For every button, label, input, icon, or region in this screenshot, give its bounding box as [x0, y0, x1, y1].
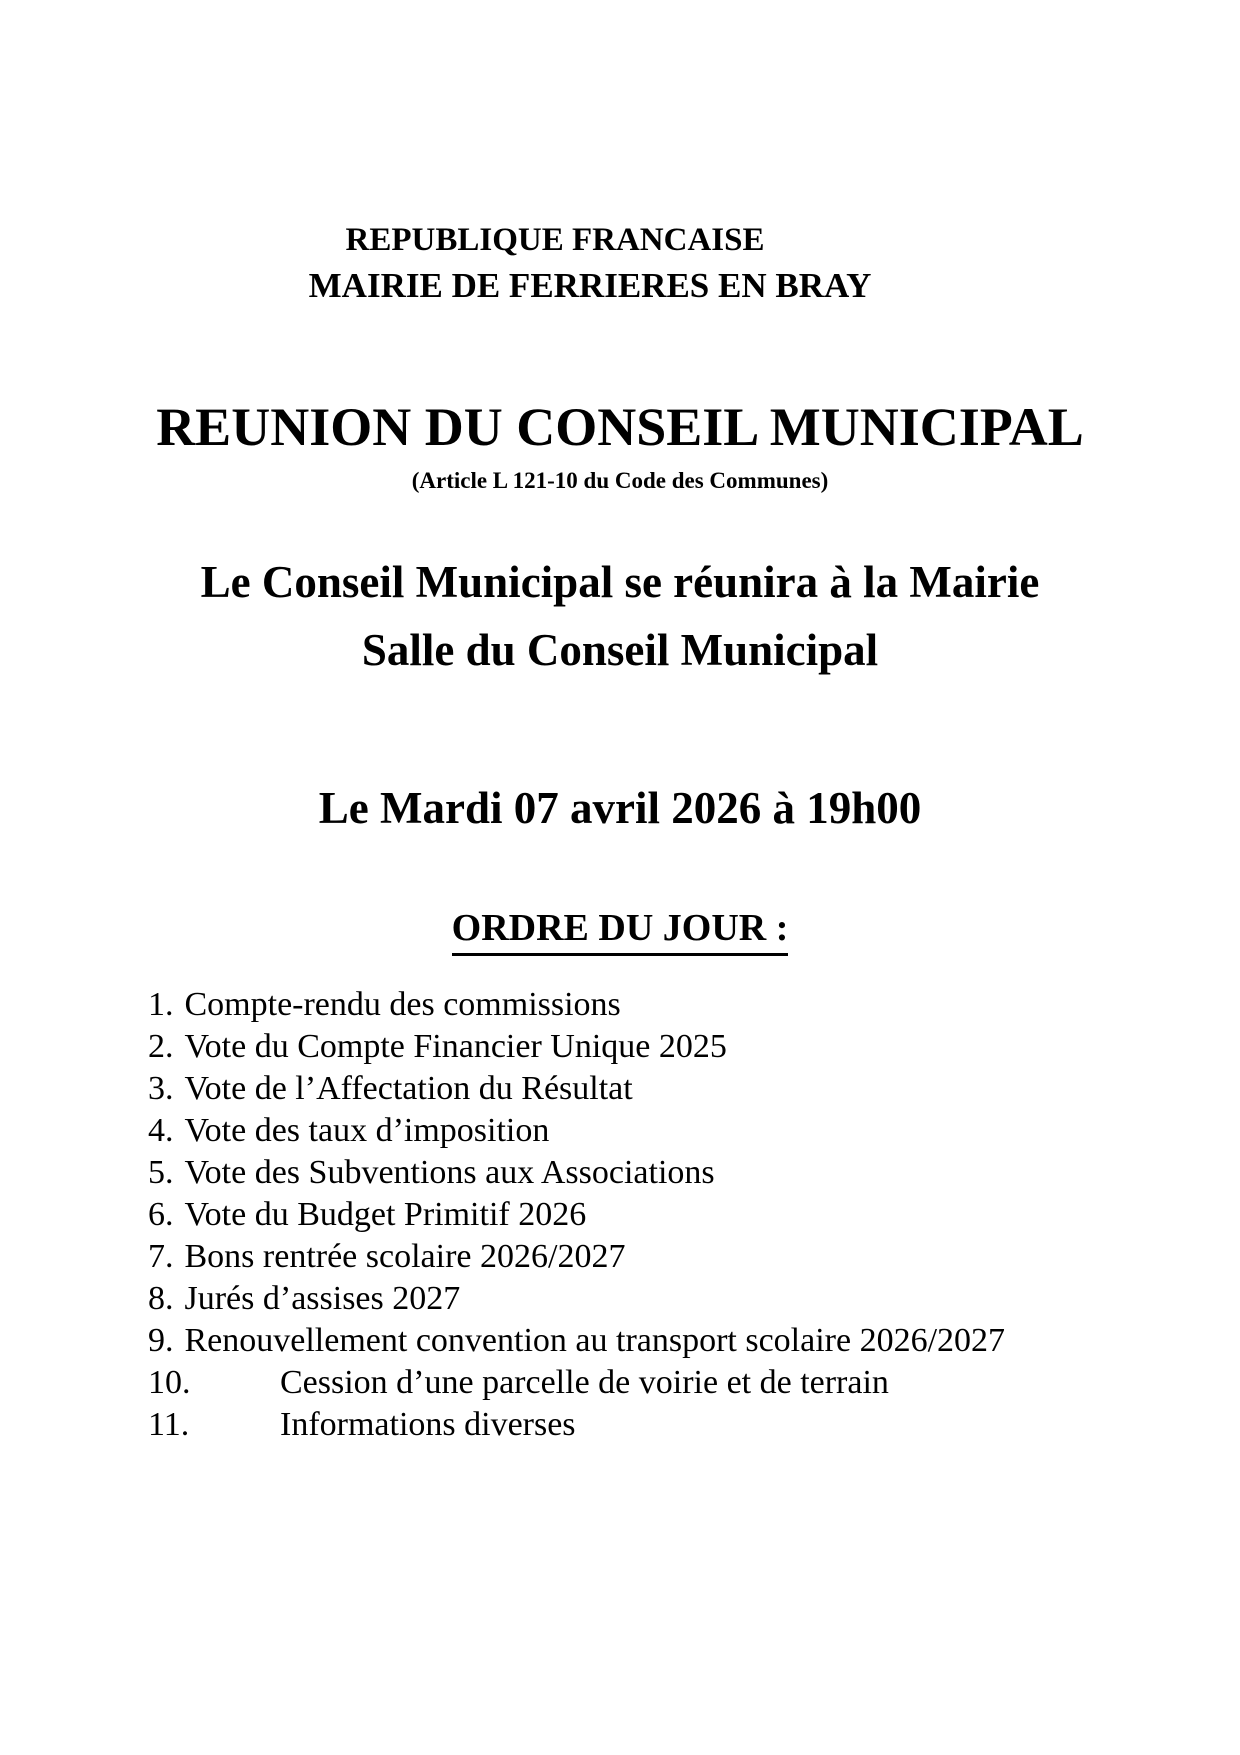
agenda-item [148, 984, 1210, 1026]
agenda-item-text: Jurés d’assises 2027 [184, 1280, 461, 1317]
agenda-item-number: 11. [148, 1406, 190, 1443]
meeting-location-line1: Le Conseil Municipal se réunira à la Mairie [200, 557, 1040, 607]
agenda-item [148, 1110, 1210, 1152]
agenda-item [148, 1278, 1210, 1320]
agenda-item [148, 1068, 1210, 1110]
agenda-item-text: Bons rentrée scolaire 2026/2027 [184, 1238, 626, 1275]
agenda-item-text: Vote des Subventions aux Associations [184, 1154, 715, 1191]
header-mairie: MAIRIE DE FERRIERES EN BRAY [308, 266, 872, 305]
agenda-item-number: 4. [148, 1112, 174, 1149]
agenda-list [148, 984, 1210, 1446]
agenda-item-number: 7. [148, 1238, 174, 1275]
agenda-item [148, 1404, 1210, 1446]
agenda-item-number: 1. [148, 986, 174, 1023]
agenda-item [148, 1026, 1210, 1068]
meeting-datetime: Le Mardi 07 avril 2026 à 19h00 [318, 783, 922, 833]
agenda-item-text: Cession d’une parcelle de voirie et de terrain [280, 1364, 889, 1401]
agenda-item-number: 8. [148, 1280, 174, 1317]
agenda-item-text: Vote du Compte Financier Unique 2025 [184, 1028, 727, 1065]
agenda-heading: ORDRE DU JOUR : [452, 906, 789, 956]
agenda-item [148, 1320, 1210, 1362]
page-title: REUNION DU CONSEIL MUNICIPAL [156, 397, 1084, 457]
agenda-item [148, 1236, 1210, 1278]
header-republique: REPUBLIQUE FRANCAISE [345, 222, 765, 258]
agenda-item [148, 1152, 1210, 1194]
agenda-item-text: Compte-rendu des commissions [184, 986, 621, 1023]
agenda-item-number: 5. [148, 1154, 174, 1191]
agenda-heading-wrap [0, 906, 1240, 956]
agenda-item [148, 1194, 1210, 1236]
agenda-item-number: 10. [148, 1364, 191, 1401]
agenda-item [148, 1362, 1210, 1404]
agenda-item-number: 9. [148, 1322, 174, 1359]
agenda-item-text: Renouvellement convention au transport scolaire 2026/2027 [184, 1322, 1006, 1359]
agenda-item-number: 6. [148, 1196, 174, 1233]
agenda-item-text: Vote des taux d’imposition [184, 1112, 550, 1149]
agenda-item-text: Vote de l’Affectation du Résultat [184, 1070, 633, 1107]
agenda-item-number: 2. [148, 1028, 174, 1065]
agenda-item-text: Informations diverses [280, 1406, 576, 1443]
agenda-item-number: 3. [148, 1070, 174, 1107]
agenda-item-text: Vote du Budget Primitif 2026 [184, 1196, 587, 1233]
page-subtitle-article-reference: (Article L 121-10 du Code des Communes) [411, 468, 829, 493]
meeting-location-line2: Salle du Conseil Municipal [361, 625, 879, 675]
